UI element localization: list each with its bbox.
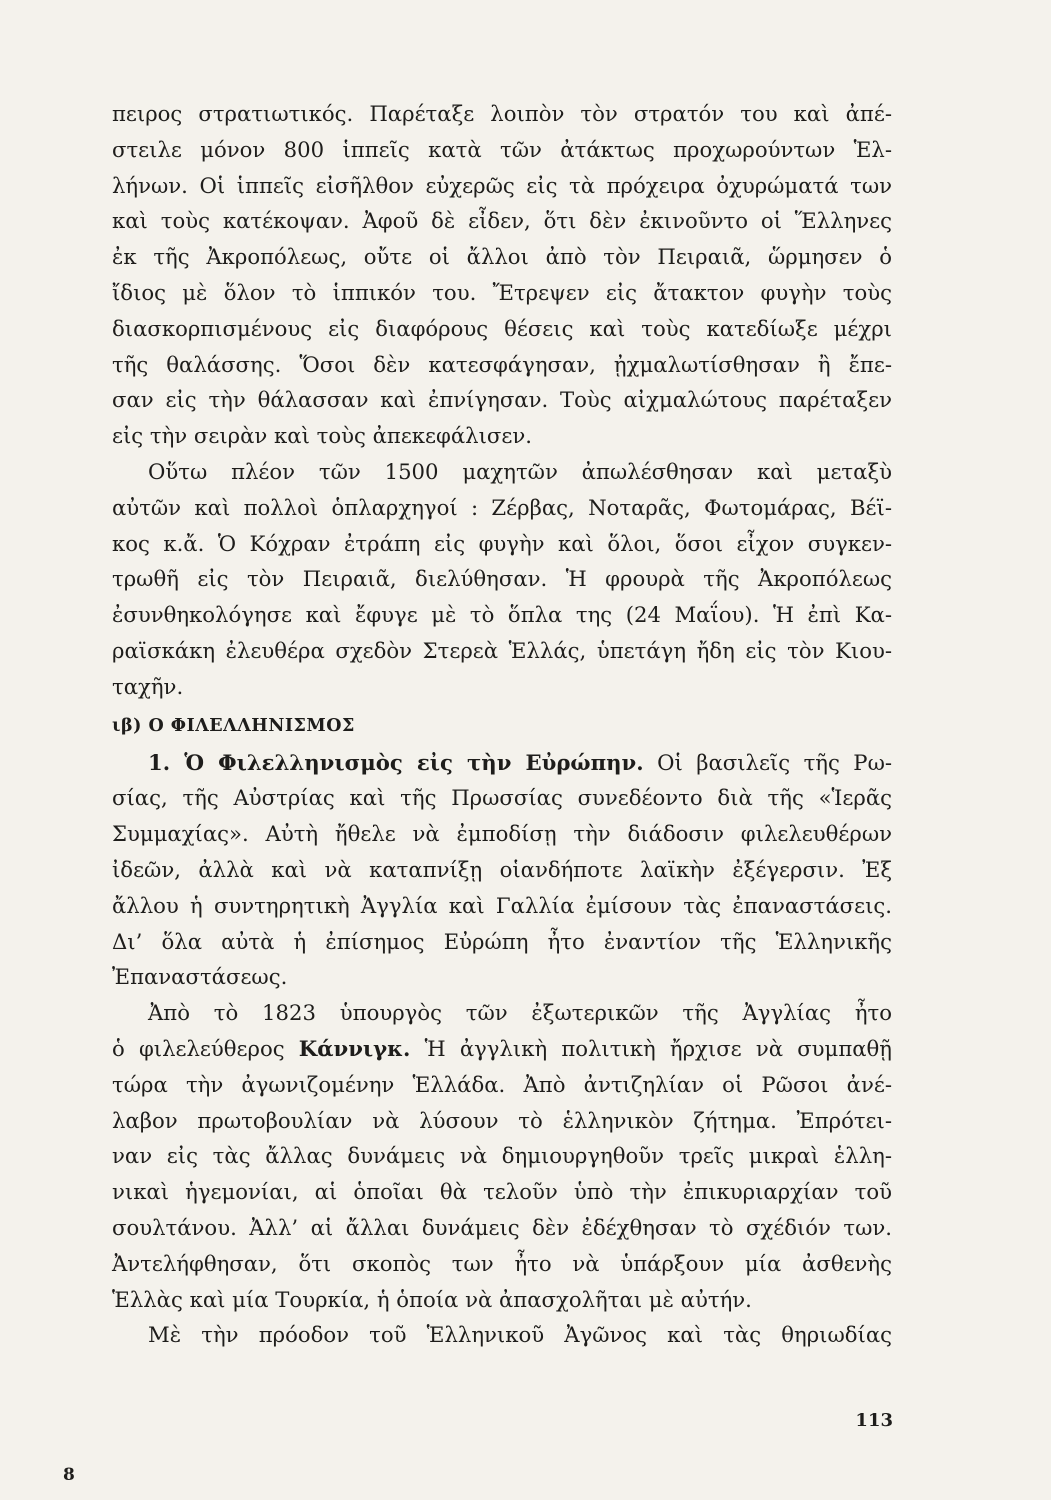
text-line: ἄλλου ἡ συντηρητικὴ Ἀγγλία καὶ Γαλλία ἐμίσουν τὰς ἐπαναστάσεις. — [112, 892, 892, 918]
text-line: ἐκ τῆς Ἀκροπόλεως, οὔτε οἱ ἄλλοι ἀπὸ τὸν Πειραιᾶ, ὥρμησεν ὁ — [112, 244, 892, 270]
text-line: Ἀπὸ τὸ 1823 ὑπουργὸς τῶν ἐξωτερικῶν τῆς Ἀγγλίας ἦτο — [148, 1000, 892, 1026]
text-line: τρωθῆ εἰς τὸν Πειραιᾶ, διελύθησαν. Ἡ φρουρὰ τῆς Ἀκροπόλεως — [112, 566, 892, 592]
page-number: 113 — [855, 1410, 893, 1431]
text-line: εἰς τὴν σειρὰν καὶ τοὺς ἀπεκεφάλισεν. — [112, 423, 532, 449]
text-line: λήνων. Οἱ ἱππεῖς εἰσῆλθον εὐχερῶς εἰς τὰ πρόχειρα ὀχυρώματά των — [112, 172, 892, 198]
text-line: κος κ.ἄ. Ὁ Κόχραν ἐτράπη εἰς φυγὴν καὶ ὅλοι, ὅσοι εἶχον συγκεν- — [112, 530, 892, 556]
text-line: Ἀντελήφθησαν, ὅτι σκοπὸς των ἦτο νὰ ὑπάρξουν μία ἀσθενὴς — [112, 1250, 892, 1276]
canning-line — [112, 1031, 892, 1067]
text-line: στειλε μόνον 800 ἱππεῖς κατὰ τῶν ἀτάκτως προχωρούντων Ἑλ- — [112, 136, 892, 162]
text-line: τῆς θαλάσσης. Ὅσοι δὲν κατεσφάγησαν, ᾐχμαλωτίσθησαν ἢ ἔπε- — [112, 351, 892, 377]
text-line: ἰδεῶν, ἀλλὰ καὶ νὰ καταπνίξῃ οἱανδήποτε λαϊκὴν ἐξέγερσιν. Ἐξ — [112, 856, 892, 882]
canning-name: Κάννιγκ. — [298, 1035, 411, 1061]
subsection-first-line — [112, 745, 892, 781]
text-line: Δι’ ὅλα αὐτὰ ἡ ἐπίσημος Εὐρώπη ἦτο ἐναντίον τῆς Ἑλληνικῆς — [112, 928, 892, 954]
text-line: λαβον πρωτοβουλίαν νὰ λύσουν τὸ ἑλληνικὸν ζήτημα. Ἐπρότει- — [112, 1107, 892, 1133]
subsection-title: 1. Ὁ Φιλελληνισμὸς εἰς τὴν Εὐρώπην. — [148, 749, 644, 775]
text-line: Συμμαχίας». Αὐτὴ ἤθελε νὰ ἐμποδίσῃ τὴν διάδοσιν φιλελευθέρων — [112, 821, 892, 847]
text-line: αὐτῶν καὶ πολλοὶ ὁπλαρχηγοί : Ζέρβας, Νοταρᾶς, Φωτομάρας, Βέϊ- — [112, 494, 892, 520]
text-span: Ἡ ἀγγλικὴ πολιτικὴ ἤρχισε νὰ συμπαθῇ — [410, 1035, 893, 1061]
text-span: Οἱ βασιλεῖς τῆς Ρω- — [643, 749, 893, 775]
text-line: Ἐπαναστάσεως. — [112, 964, 288, 990]
text-line: διασκορπισμένους εἰς διαφόρους θέσεις καὶ τοὺς κατεδίωξε μέχρι — [112, 315, 892, 341]
text-line: Οὕτω πλέον τῶν 1500 μαχητῶν ἀπωλέσθησαν καὶ μεταξὺ — [148, 458, 892, 484]
text-line: πειρος στρατιωτικός. Παρέταξε λοιπὸν τὸν στρατόν του καὶ ἀπέ- — [112, 101, 892, 126]
text-line: τώρα τὴν ἀγωνιζομένην Ἑλλάδα. Ἀπὸ ἀντιζηλίαν οἱ Ρῶσοι ἀνέ- — [112, 1071, 892, 1097]
text-line: ἐσυνθηκολόγησε καὶ ἔφυγε μὲ τὸ ὅπλα της (24 Μαΐου). Ἡ ἐπὶ Κα- — [112, 602, 892, 628]
text-line: ταχῆν. — [112, 673, 184, 699]
text-line: νικαὶ ἡγεμονίαι, αἱ ὁποῖαι θὰ τελοῦν ὑπὸ τὴν ἐπικυριαρχίαν τοῦ — [112, 1179, 892, 1205]
text-line: ραϊσκάκη ἐλευθέρα σχεδὸν Στερεὰ Ἑλλάς, ὑπετάγη ἤδη εἰς τὸν Κιου- — [112, 637, 892, 663]
text-line: σαν εἰς τὴν θάλασσαν καὶ ἐπνίγησαν. Τοὺς αἰχμαλώτους παρέταξεν — [112, 387, 892, 413]
text-line: σουλτάνου. Ἀλλ’ αἱ ἄλλαι δυνάμεις δὲν ἐδέχθησαν τὸ σχέδιόν των. — [112, 1214, 892, 1240]
page-text-block — [112, 96, 892, 1353]
text-span: ὁ φιλελεύθερος — [112, 1035, 299, 1061]
text-line: ναν εἰς τὰς ἄλλας δυνάμεις νὰ δημιουργηθοῦν τρεῖς μικραὶ ἑλλη- — [112, 1143, 892, 1169]
text-line: Ἑλλὰς καὶ μία Τουρκία, ἡ ὁποία νὰ ἀπασχολῆται μὲ αὐτήν. — [112, 1286, 752, 1312]
text-line: καὶ τοὺς κατέκοψαν. Ἀφοῦ δὲ εἶδεν, ὅτι δὲν ἐκινοῦντο οἱ Ἕλληνες — [112, 208, 892, 234]
text-line: σίας, τῆς Αὐστρίας καὶ τῆς Πρωσσίας συνεδέοντο διὰ τῆς «Ἱερᾶς — [112, 785, 892, 811]
text-line: ἴδιος μὲ ὅλον τὸ ἱππικόν του. Ἔτρεψεν εἰς ἄτακτον φυγὴν τοὺς — [112, 279, 892, 305]
section-heading: ιβ) Ο ΦΙΛΕΛΛΗΝΙΣΜΟΣ — [112, 715, 355, 736]
text-line: Μὲ τὴν πρόοδον τοῦ Ἑλληνικοῦ Ἀγῶνος καὶ τὰς θηριωδίας — [148, 1322, 892, 1348]
signature-mark: 8 — [63, 1465, 75, 1485]
